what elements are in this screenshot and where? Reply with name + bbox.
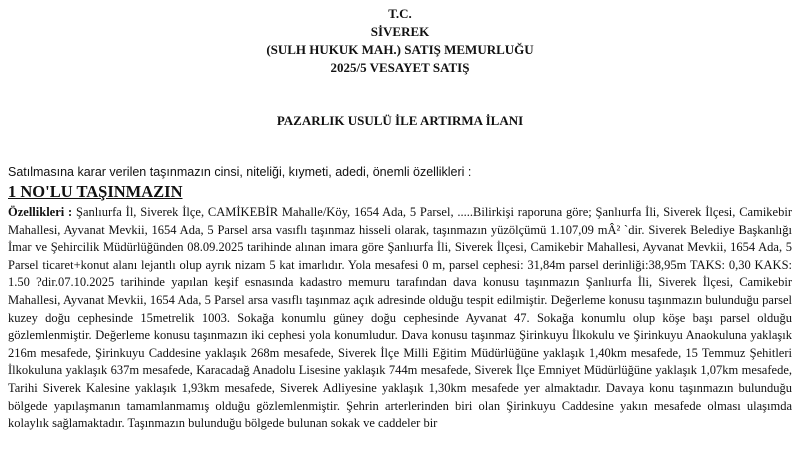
property-description [8, 204, 792, 433]
header-line-office: (SULH HUKUK MAH.) SATIŞ MEMURLUĞU [266, 42, 534, 57]
header-line-tc: T.C. [388, 6, 412, 21]
intro-text: Satılmasına karar verilen taşınmazın cinsi, niteliği, kıymeti, adedi, önemli özellikleri : [8, 165, 472, 179]
features-text: Şanlıurfa İl, Siverek İlçe, CAMİKEBİR Mahalle/Köy, 1654 Ada, 5 Parsel, .....Bilirkişi raporuna göre; Şanlıurfa İli, Siverek İlçesi, Camikebir Mahallesi, Ayvanat Mevkii, 1654 Ada, 5 Parsel arsa vasıflı taşınmaz hisseli olarak, taşınmazın yüzölçümü 1.107,09 mÂ² `dir. Siverek Belediye Başkanlığı İmar ve Şehircilik Müdürlüğünden 08.09.2025 tarihinde alınan imara göre Şanlıurfa İli, Siverek İlçesi, Camikebir Mahallesi, Ayvanat Mevkii, 1654 Ada, 5 Parsel ticaret+konut alanı lejantlı olup ayrık nizam 5 kat imarlıdır. Yola mesafesi 0 m, parsel cephesi: 31,84m parsel derinliği:38,95m TAKS: 0,30 KAKS: 1.50 ?dir.07.10.2025 tarihinde yapılan keşif esnasında kadastro memuru tarafından dava konusu taşınmazın Şanlıurfa İli, Siverek İlçesi, Camikebir Mahallesi, Ayvanat Mevkii, 1654 Ada, 5 Parsel arsa vasıflı taşınmaz açık adresinde olduğu tespit edilmiştir. Değerleme konusu taşınmazın bulunduğu parsel kuzey doğu cephesinde 15metrelik 1003. Sokağa konumlu güney doğu cephesinde Ayvanat 47. Sokağa konumlu olup köşe başı parsel olduğu gözlemlenmiştir. Değerleme konusu taşınmazın iki cephesi yola konumludur. Dava konusu taşınmaz Şirinkuyu İlkokulu ve Şirinkuyu Anaokuluna yaklaşık 216m mesafede, Şirinkuyu Caddesine yaklaşık 268m mesafede, Siverek İlçe Milli Eğitim Müdürlüğüne yaklaşık 1,40km mesafede, 15 Temmuz Şehitleri İlkokuluna yaklaşık 637m mesafede, Karacadağ Anadolu Lisesine yaklaşık 744m mesafede, Siverek İlçe Emniyet Müdürlüğüne yaklaşık 1,07km mesafede, Tarihi Siverek Kalesine yaklaşık 1,93km mesafede, Siverek Adliyesine yaklaşık 1,30km mesafede yer almaktadır. Davaya konu taşınmazın bulunduğu bölgede yapılaşmanın tamamlanmamış olduğu gözlemlenmiştir. Şehrin arterlerinden biri olan Şirinkuyu Caddesine yakın mesafede olması ulaşımda kolaylık sağlamaktadır. Taşınmazın bulunduğu bölgede bulunan sokak ve caddeler bir [8, 205, 792, 431]
header-line-case-number: 2025/5 VESAYET SATIŞ [330, 60, 470, 75]
document-title: PAZARLIK USULÜ İLE ARTIRMA İLANI [276, 113, 524, 128]
features-label: Özellikleri : [8, 205, 77, 219]
header-line-district: SİVEREK [370, 24, 430, 39]
section-heading: 1 NO'LU TAŞINMAZIN [8, 182, 183, 201]
